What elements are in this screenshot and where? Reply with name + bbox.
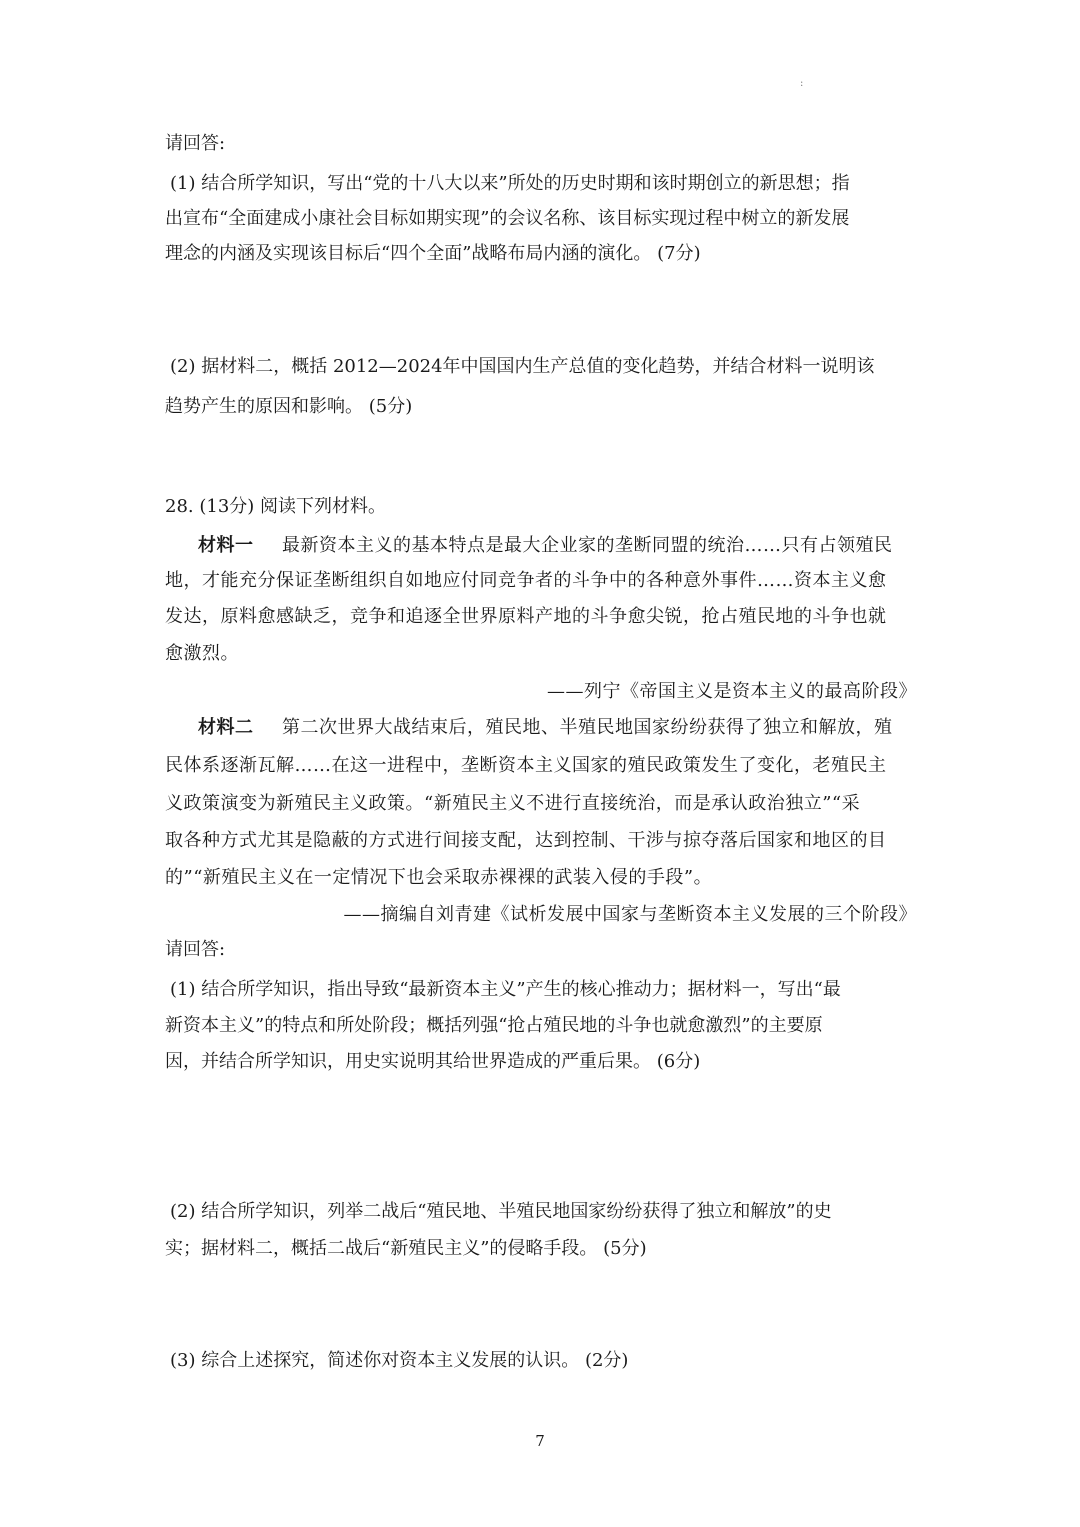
material2-line-2: 民体系逐渐瓦解……在这一进程中，垄断资本主义国家的殖民政策发生了变化，老殖民主	[165, 755, 887, 776]
q28-1-line-2: 新资本主义”的特点和所处阶段；概括列强“抢占殖民地的斗争也就愈激烈”的主要原	[165, 1015, 823, 1036]
material2-first-line	[198, 716, 918, 740]
material2-line-5: 的”“新殖民主义在一定情况下也会采取赤裸裸的武装入侵的手段”。	[165, 867, 713, 888]
material1-text-1: 最新资本主义的基本特点是最大企业家的垄断同盟的统治……只有占领殖民	[281, 535, 893, 556]
page-number: 7	[535, 1432, 545, 1450]
material1-line-3: 发达，原料愈感缺乏，竞争和追逐全世界原料产地的斗争愈尖锐，抢占殖民地的斗争也就	[165, 606, 887, 627]
material2-label: 材料二	[198, 717, 254, 738]
material2-text-1: 第二次世界大战结束后，殖民地、半殖民地国家纷纷获得了独立和解放，殖	[281, 717, 893, 738]
material2-source: ——摘编自刘青建《试析发展中国家与垄断资本主义发展的三个阶段》	[343, 904, 917, 925]
q2-line-2: 趋势产生的原因和影响。 (5分)	[165, 396, 413, 417]
q28-heading: 28. (13分) 阅读下列材料。	[165, 496, 387, 517]
q2-line-1: (2) 据材料二，概括 2012—2024年中国国内生产总值的变化趋势，并结合材料一说明该	[170, 356, 875, 377]
q1-line-1: (1) 结合所学知识，写出“党的十八大以来”所处的历史时期和该时期创立的新思想；指	[170, 173, 850, 194]
material2-line-4: 取各种方式尤其是隐蔽的方式进行间接支配，达到控制、干涉与掠夺落后国家和地区的目	[165, 830, 887, 851]
material1-source: ——列宁《帝国主义是资本主义的最高阶段》	[547, 681, 917, 702]
material1-first-line	[198, 534, 918, 558]
q28-2-line-2: 实；据材料二，概括二战后“新殖民主义”的侵略手段。 (5分)	[165, 1238, 647, 1259]
q1-line-2: 出宣布“全面建成小康社会目标如期实现”的会议名称、该目标实现过程中树立的新发展	[165, 208, 850, 229]
ask-label: 请回答:	[165, 133, 226, 154]
material1-label: 材料一	[198, 535, 254, 556]
q28-2-line-1: (2) 结合所学知识，列举二战后“殖民地、半殖民地国家纷纷获得了独立和解放”的史	[170, 1201, 832, 1222]
material2-line-3: 义政策演变为新殖民主义政策。“新殖民主义不进行直接统治，而是承认政治独立”“采	[165, 793, 861, 814]
q28-3-line-1: (3) 综合上述探究，简述你对资本主义发展的认识。 (2分)	[170, 1350, 629, 1371]
q28-1-line-1: (1) 结合所学知识，指出导致“最新资本主义”产生的核心推动力；据材料一，写出“最	[170, 979, 841, 1000]
material1-line-2: 地，才能充分保证垄断组织自如地应付同竞争者的斗争中的各种意外事件……资本主义愈	[165, 570, 887, 591]
material1-line-4: 愈激烈。	[165, 643, 239, 664]
q1-line-3: 理念的内涵及实现该目标后“四个全面”战略布局内涵的演化。 (7分)	[165, 243, 701, 264]
q28-1-line-3: 因，并结合所学知识，用史实说明其给世界造成的严重后果。 (6分)	[165, 1051, 701, 1072]
corner-mark: :	[800, 78, 804, 89]
q28-ask-label: 请回答:	[165, 939, 226, 960]
